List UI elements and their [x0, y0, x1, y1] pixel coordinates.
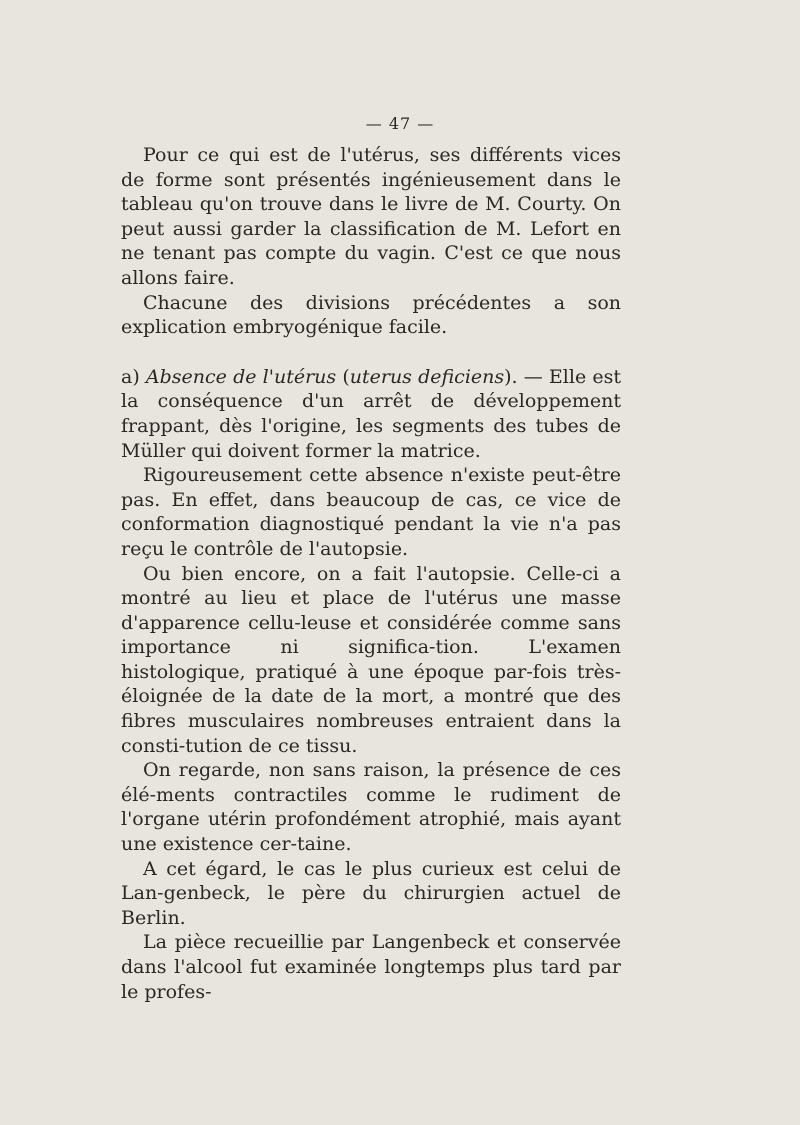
page-number: — 47 —	[365, 114, 435, 133]
latin-close: ).	[504, 365, 518, 388]
body-text	[121, 143, 621, 1004]
paragraph-autopsie: Ou bien encore, on a fait l'autopsie. Celle-ci a montré au lieu et place de l'utérus une masse d'apparence cellu-leuse et considérée comme sans importance ni significa-tion. L'examen histologique, pratiqué à une époque par-fois très-éloignée de la date de la mort, a montré que des fibres musculaires nombreuses entraient dans la consti-tution de ce tissu.	[121, 562, 621, 757]
paragraph-piece: La pièce recueillie par Langenbeck et conservée dans l'alcool fut examinée longtemps plus tard par le profes-	[121, 931, 621, 1003]
paragraph-elements-contractiles: On regarde, non sans raison, la présence de ces élé-ments contractiles comme le rudiment de l'organe utérin profondément atrophié, mais ayant une existence cer-taine.	[121, 759, 621, 856]
section-text: — Elle est la conséquence d'un arrêt de développement frappant, dès l'origine, les segments des tubes de Müller qui doivent former la matrice.	[121, 365, 622, 462]
paragraph-rigoureusement: Rigoureusement cette absence n'existe peut-être pas. En effet, dans beaucoup de cas, ce vice de conformation diagnostiqué pendant la vie n'a pas reçu le contrôle de l'autopsie.	[121, 464, 621, 560]
paragraph-divisions: Chacune des divisions précédentes a son explication embryogénique facile.	[121, 291, 621, 339]
section-prefix: a)	[121, 365, 146, 388]
latin-term: uterus deficiens	[349, 365, 505, 388]
section-title: Absence de l'utérus	[145, 365, 337, 388]
paragraph-absence	[121, 365, 621, 463]
paragraph-uterus-vices: Pour ce qui est de l'utérus, ses différents vices de forme sont présentés ingénieusement dans le tableau qu'on trouve dans le livre de M. Courty. On peut aussi garder la classification de M. Lefort en ne tenant pas compte du vagin. C'est ce que nous allons faire.	[121, 144, 621, 289]
paragraph-langenbeck: A cet égard, le cas le plus curieux est celui de Lan-genbeck, le père du chirurgien actuel de Berlin.	[121, 857, 621, 929]
latin-open: (	[336, 365, 350, 388]
